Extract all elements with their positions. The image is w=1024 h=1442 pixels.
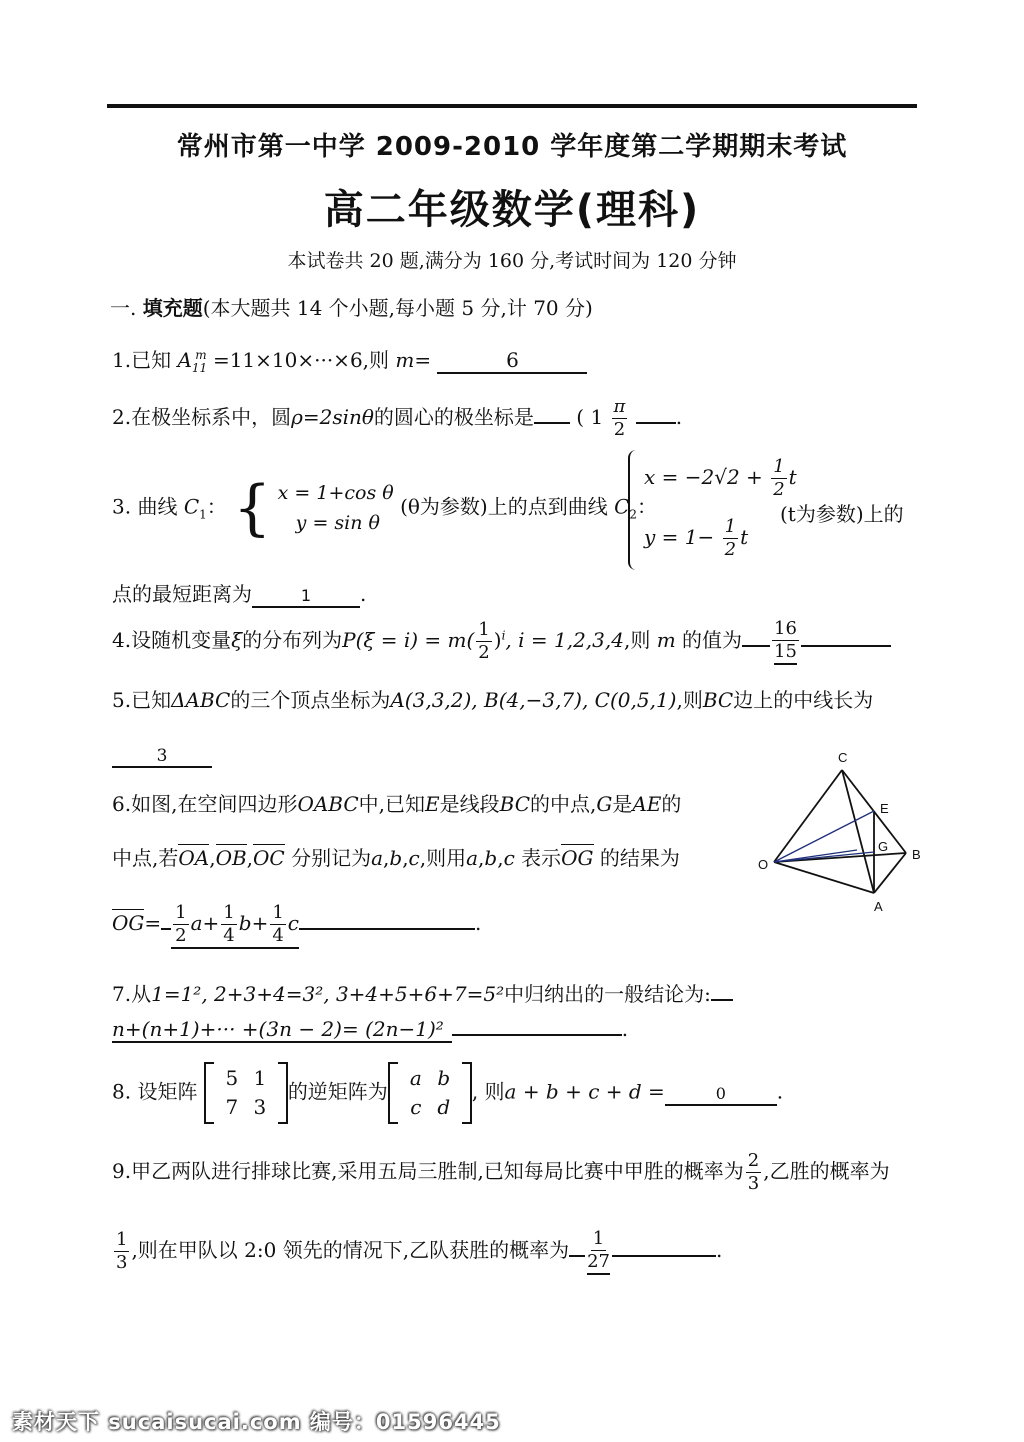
q3-c1-param: (θ为参数)上的点到曲线 xyxy=(400,494,608,519)
q3-continuation: 点的最短距离为 1 . xyxy=(112,582,367,606)
section-name: 填充题 xyxy=(142,296,203,320)
q8-inverse-matrix: a b c d xyxy=(388,1062,472,1124)
question-4: 4.设随机变量ξ的分布列为P(ξ = i) = m( $\frac{1}{2}$ )$^i$, i = 1,2,3,4,则 m 的值为 $\frac{16}{15}$ xyxy=(112,618,891,665)
q3-text: 3. 曲线 xyxy=(112,494,178,519)
q2-blank xyxy=(534,402,570,424)
q2-answer-frac: $\frac{\pi}{2}$ xyxy=(613,396,626,440)
question-5: 5.已知ΔABC的三个顶点坐标为A(3,3,2), B(4,−3,7), C(0,5,1),则BC边上的中线长为 xyxy=(112,688,874,712)
q3-c2-param: (t为参数)上的 xyxy=(780,502,904,526)
q1-text: 1.已知 xyxy=(112,348,172,372)
q7-answer-line: n+(n+1)+··· +(3n − 2)= (2n−1)² . xyxy=(112,1014,628,1043)
q5-answer: 3 xyxy=(112,746,212,768)
section-number: 一. xyxy=(110,296,137,320)
question-8: 8. 设矩阵 5 1 7 3 的逆矩阵为 a b c d , 则a + b + c + d = 0 . xyxy=(112,1062,783,1124)
q3-c1: C xyxy=(183,494,200,519)
edge-ab xyxy=(874,853,906,893)
edge-oc xyxy=(774,770,842,862)
q2-text: 2.在极坐标系中，圆 xyxy=(112,405,292,429)
tetrahedron-figure xyxy=(752,745,932,925)
label-g: G xyxy=(878,839,889,854)
q6-answer: OG= $\frac{1}{2}$ a+ $\frac{1}{4}$ b+ $\frac{1}{4}$ c . xyxy=(112,902,481,949)
q7-answer: n+(n+1)+··· +(3n − 2)= (2n−1)² xyxy=(112,1017,452,1043)
question-7: 7.从1=1², 2+3+4=3², 3+4+5+6+7=5²中归纳出的一般结论为: xyxy=(112,978,733,1007)
question-3: 3. 曲线 $C_1$： { x = 1+cos θ y = sin θ (θ为参数)上的点到曲线 $C_2$： xyxy=(112,473,658,543)
question-2: 2.在极坐标系中，圆ρ=2sinθ的圆心的极坐标是 ( 1 $\frac{\pi}{2}$ . xyxy=(112,396,683,440)
q1-var: m xyxy=(395,348,415,372)
q8-answer: 0 xyxy=(665,1084,777,1106)
q2-expr: ρ=2sinθ xyxy=(291,405,374,429)
subject-title: 高二年级数学(理科) xyxy=(323,187,701,233)
q1-expr: =11×10×···×6,则 xyxy=(212,348,390,372)
q5-answer-line xyxy=(112,742,212,768)
q3-answer: 1 xyxy=(252,586,360,608)
exam-info: 本试卷共 20 题,满分为 160 分,考试时间为 120 分钟 xyxy=(287,250,737,272)
q1-permutation: $A_{11}^m$ xyxy=(177,348,208,375)
q9-answer: $\frac{1}{27}$ xyxy=(587,1228,610,1275)
label-e: E xyxy=(880,801,889,816)
question-6-line-1: 6.如图,在空间四边形OABC中,已知E是线段BC的中点,G是AE的 xyxy=(112,792,682,816)
label-b: B xyxy=(912,847,921,862)
question-9-line-2: $\frac{1}{3}$ ,则在甲队以 2:0 领先的情况下,乙队获胜的概率为 $\frac{1}{27}$ . xyxy=(116,1228,723,1273)
watermark-text: 素材天下 sucaisucai.com 编号：01596445 xyxy=(12,1410,501,1434)
q2-blank-2 xyxy=(636,402,676,424)
q2-answer-a: ( 1 xyxy=(576,405,604,429)
q1-eq: = xyxy=(414,348,432,372)
q4-answer: $\frac{16}{15}$ xyxy=(772,618,799,665)
label-o: O xyxy=(758,857,769,872)
q3-c1-system: x = 1+cos θ y = sin θ xyxy=(277,482,394,534)
question-6-line-2: 中点,若OA,OB,OC 分别记为a,b,c,则用a,b,c 表示OG 的结果为 xyxy=(112,846,680,870)
question-1 xyxy=(112,344,587,375)
section-note: (本大题共 14 个小题,每小题 5 分,计 70 分) xyxy=(202,296,593,320)
edge-ca xyxy=(842,770,874,893)
question-9: 9.甲乙两队进行排球比赛,采用五局三胜制,已知每局比赛中甲胜的概率为 $\frac{2}{3}$ ,乙胜的概率为 xyxy=(112,1150,890,1194)
section-heading xyxy=(110,292,593,321)
q2-text-b: 的圆心的极坐标是 xyxy=(373,405,534,429)
school-title: 常州市第一中学 2009-2010 学年度第二学期期末考试 xyxy=(176,132,848,162)
q8-matrix: 5 1 7 3 xyxy=(204,1062,288,1124)
edge-oa xyxy=(774,862,874,893)
q3-c2: C xyxy=(614,494,630,519)
q1-answer: 6 xyxy=(437,348,587,374)
label-c: C xyxy=(838,750,848,765)
top-rule xyxy=(107,104,917,108)
label-a: A xyxy=(874,899,883,914)
